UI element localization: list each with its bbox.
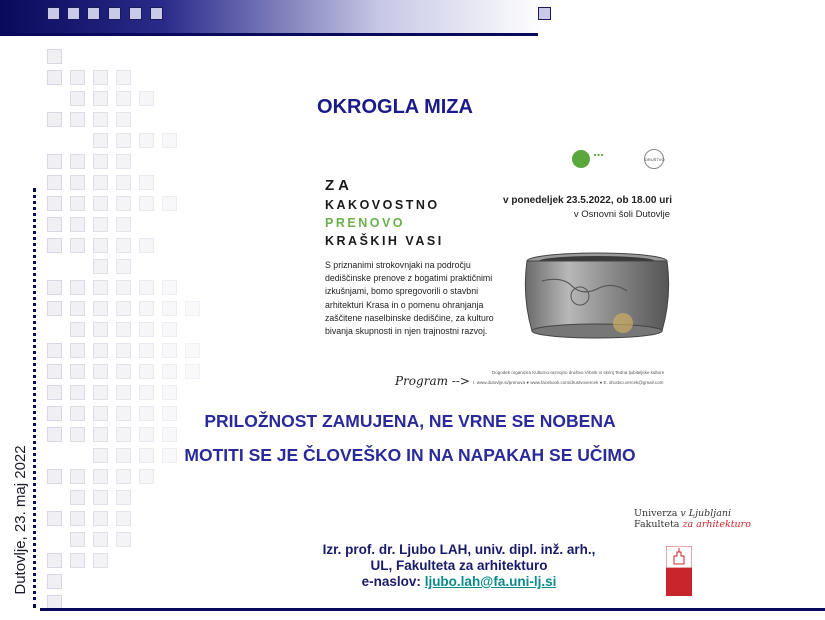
deco-square [87, 7, 100, 20]
grid-square [93, 217, 108, 232]
grid-square [116, 217, 131, 232]
author-name: Izr. prof. dr. Ljubo LAH, univ. dipl. inž. arh., [322, 542, 596, 557]
grid-square [116, 385, 131, 400]
grid-square [139, 343, 154, 358]
grid-square [116, 238, 131, 253]
grid-square [116, 70, 131, 85]
grid-square [47, 574, 62, 589]
grid-square [162, 322, 177, 337]
event-poster [310, 143, 682, 398]
grid-square [93, 511, 108, 526]
grid-square [162, 196, 177, 211]
grid-square [93, 70, 108, 85]
grid-square [116, 343, 131, 358]
grid-square [47, 553, 62, 568]
grid-square [47, 196, 62, 211]
poster-line1: KAKOVOSTNO [325, 198, 440, 212]
grid-square [93, 259, 108, 274]
grid-square [116, 196, 131, 211]
grid-square [93, 364, 108, 379]
grid-square [162, 364, 177, 379]
poster-date: v ponedeljek 23.5.2022, ob 18.00 uri [503, 195, 672, 206]
grid-square [139, 385, 154, 400]
grid-square [70, 238, 85, 253]
poster-location: v Osnovni šoli Dutovlje [573, 209, 670, 220]
poster-footer-organizer: Dogodek organizira Kulturno-razvojno društvo Vrbnik in skrinj Tedna ljubiteljske kulture [492, 370, 665, 375]
grid-square [47, 343, 62, 358]
vertical-dotted-line [33, 188, 39, 608]
heading-1: PRILOŽNOST ZAMUJENA, NE VRNE SE NOBENA [204, 411, 616, 431]
grid-square [139, 238, 154, 253]
university-name [634, 508, 731, 519]
grid-square [93, 133, 108, 148]
grid-square [162, 133, 177, 148]
grid-square [93, 154, 108, 169]
grid-square [47, 238, 62, 253]
grid-square [93, 532, 108, 547]
grid-square [116, 259, 131, 274]
grid-square [139, 175, 154, 190]
poster-footer-contacts: I. www.dutovlje.si/prenova ● www.facebook.com/drustvovercek ● E. drustvo.vercek@gmail.com [473, 380, 664, 385]
grid-square [47, 280, 62, 295]
grid-square [93, 490, 108, 505]
grid-square [116, 322, 131, 337]
grid-square [185, 301, 200, 316]
university-city: v Ljubljani [680, 508, 732, 519]
grid-square [116, 511, 131, 526]
grid-square [139, 301, 154, 316]
author-email-line [300, 574, 618, 589]
stone-well-image [522, 251, 672, 343]
grid-square [116, 364, 131, 379]
poster-za: ZA [325, 177, 353, 194]
grid-square [93, 280, 108, 295]
university-word: Univerza [634, 508, 678, 519]
grid-square [70, 532, 85, 547]
deco-square [129, 7, 142, 20]
grid-square [47, 511, 62, 526]
grid-square [116, 175, 131, 190]
program-label: Program --> [395, 374, 470, 388]
grid-square [139, 196, 154, 211]
grid-square [70, 322, 85, 337]
grid-square [47, 217, 62, 232]
grid-square [70, 301, 85, 316]
grid-square [70, 364, 85, 379]
faculty-name [634, 519, 751, 530]
society-logo-icon [572, 150, 590, 168]
grid-square [47, 301, 62, 316]
grid-square [70, 175, 85, 190]
grid-square [47, 49, 62, 64]
grid-square [116, 280, 131, 295]
grid-square [47, 154, 62, 169]
email-link[interactable]: ljubo.lah@fa.uni-lj.si [424, 574, 557, 589]
grid-square [93, 385, 108, 400]
author-affiliation: UL, Fakulteta za arhitekturo [370, 558, 548, 573]
slide-title: OKROGLA MIZA [317, 96, 473, 118]
grid-square [70, 469, 85, 484]
grid-square [139, 322, 154, 337]
grid-square [70, 196, 85, 211]
grid-square [116, 133, 131, 148]
grid-square [162, 385, 177, 400]
grid-square [116, 532, 131, 547]
grid-square [93, 238, 108, 253]
grid-square [93, 553, 108, 568]
partner-logo: DRUŠTVO [644, 149, 664, 169]
deco-square [47, 7, 60, 20]
grid-square [47, 364, 62, 379]
grid-square [116, 301, 131, 316]
grid-square [162, 280, 177, 295]
society-logo-text: ■ ■ ■ [594, 152, 604, 157]
grid-square [47, 175, 62, 190]
top-divider [0, 33, 538, 36]
grid-square [70, 343, 85, 358]
poster-line3: KRAŠKIH VASI [325, 234, 444, 248]
deco-square [538, 7, 551, 20]
deco-square [108, 7, 121, 20]
grid-square [116, 490, 131, 505]
grid-square [116, 469, 131, 484]
grid-square [93, 343, 108, 358]
grid-square [70, 490, 85, 505]
grid-square [139, 133, 154, 148]
grid-square [139, 280, 154, 295]
grid-square [185, 343, 200, 358]
grid-square [47, 70, 62, 85]
grid-square [70, 553, 85, 568]
grid-square [93, 469, 108, 484]
grid-square [70, 280, 85, 295]
grid-square [139, 364, 154, 379]
email-label: e-naslov: [361, 574, 421, 589]
grid-square [47, 385, 62, 400]
grid-square [70, 154, 85, 169]
poster-line2: PRENOVO [325, 216, 406, 230]
date-vertical: Dutovlje, 23. maj 2022 [12, 445, 29, 595]
top-banner [0, 0, 545, 33]
grid-square [70, 511, 85, 526]
deco-square [150, 7, 163, 20]
grid-square [93, 196, 108, 211]
grid-square [116, 154, 131, 169]
grid-square [70, 70, 85, 85]
grid-square [93, 301, 108, 316]
grid-square [70, 385, 85, 400]
deco-square [67, 7, 80, 20]
faculty-word: Fakulteta [634, 519, 680, 530]
bottom-divider [40, 608, 825, 611]
faculty-field: za arhitekturo [682, 519, 751, 530]
poster-description: S priznanimi strokovnjaki na področju dediščinske prenove z bogatimi praktičnimi izkušnjami, bomo spregovorili o stavbni arhitekturi Krasa in o pomenu ohranjanja zaščitene naselbinske dediščine, za kulturo bivanja skupnosti in njen trajnostni razvoj. [325, 260, 494, 337]
grid-square [162, 343, 177, 358]
grid-square [93, 175, 108, 190]
grid-square [139, 469, 154, 484]
grid-square [93, 322, 108, 337]
grid-square [162, 301, 177, 316]
heading-2: MOTITI SE JE ČLOVEŠKO IN NA NAPAKAH SE UČIMO [184, 445, 636, 465]
grid-square [47, 469, 62, 484]
university-crest-icon [666, 546, 692, 596]
grid-square [70, 217, 85, 232]
grid-square [185, 364, 200, 379]
